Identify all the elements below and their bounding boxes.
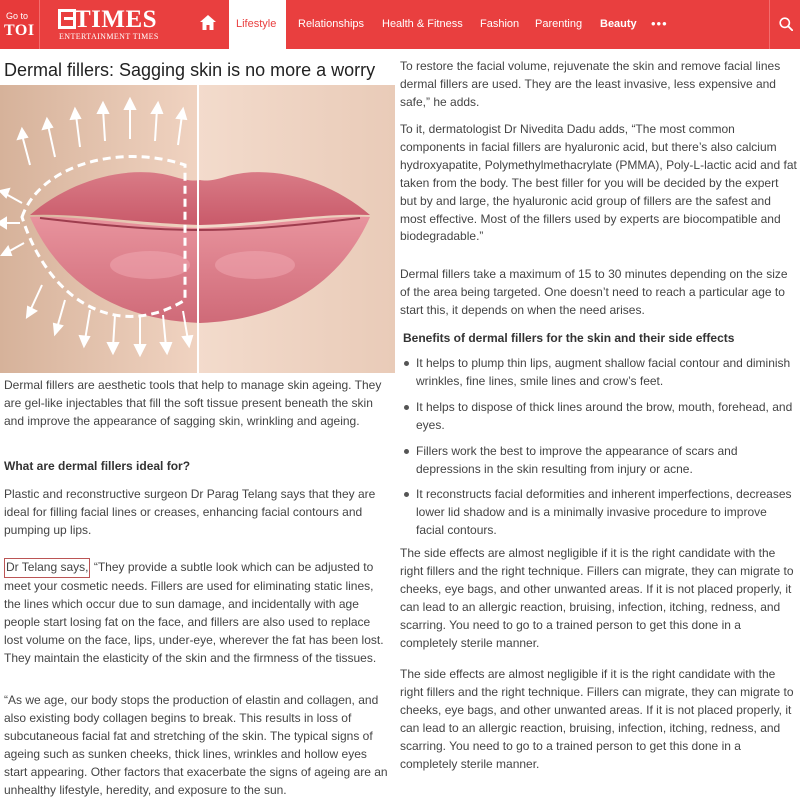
nav-item-beauty[interactable]: Beauty (600, 18, 637, 30)
nav-item-relationships[interactable]: Relationships (298, 18, 365, 30)
side-effects-paragraph-repeat: The side effects are almost negligible if it is the right candidate with the right fillers and the right technique. Fillers can migrate, they can migrate to cheeks, eye bags, and other unwanted areas. If it is not placed properly, it can lead to an allergic reaction, bruising, infection, itching, redness, and scarring. You need to go to a trained person to get this done in a completely sterile manner. (400, 667, 794, 771)
lips-before-after-image (0, 85, 395, 373)
go-to-toi-button[interactable] (0, 0, 40, 49)
plastic-surgeon-paragraph: Plastic and reconstructive surgeon Dr Parag Telang says that they are ideal for filling facial lines or creases, enhancing facial contours and pumping up lips. (4, 487, 376, 537)
dr-telang-link[interactable]: Dr Telang says, (4, 558, 90, 578)
list-item: It helps to plump thin lips, augment shallow facial contour and diminish wrinkles, fine lines, smile lines and crow’s feet. (400, 355, 798, 391)
nav-item-parenting[interactable]: Parenting (535, 18, 583, 30)
search-icon (779, 17, 793, 31)
home-button[interactable] (187, 0, 227, 49)
telang-quote-text: “They provide a subtle look which can be adjusted to meet your cosmetic needs. Fillers are used for eliminating static lines, the lines which occur due to sun damage, and incidentally with age people start losing fat on the face, and fillers are also used to replace lost volume on the face, lips, under-eye, wherever the fat has been lost. They maintain the elasticity of the skin and the firmness of the tissues. (4, 560, 384, 665)
logo-wordmark: TIMES (74, 6, 158, 33)
side-effects-paragraph: The side effects are almost negligible if it is the right candidate with the right fillers and the right technique. Fillers can migrate, they can migrate to cheeks, eye bags, and other unwanted areas. If it is not placed properly, it can lead to an allergic reaction, bruising, infection, itching, redness, and scarring. You need to go to a trained person to get this done in a completely sterile manner. (400, 546, 794, 650)
tab-lifestyle[interactable] (229, 0, 286, 49)
ageing-paragraph: “As we age, our body stops the production of elastin and collagen, and also existing body collagen begins to break. This results in loss of subcutaneous facial fat and stretching of the skin. The typical signs of ageing such as sunken cheeks, thick lines, wrinkles and hollow eyes start appearing. Other factors that exacerbate the signs of ageing are an unhealthy lifestyle, heredity, and exposure to the sun. (4, 693, 388, 797)
lips-illustration (0, 85, 395, 373)
nav-item-fashion[interactable]: Fashion (480, 18, 520, 30)
go-to-label: Go to (6, 11, 29, 21)
dadu-paragraph: To it, dermatologist Dr Nivedita Dadu adds, “The most common components in facial fillers are hyaluronic acid, but there’s also calcium hydroxyapatite, Polymethylmethacrylate (PMMA), Poly-L-lactic acid and fat taken from the body. The best filler for you will be decided by the expert but by and large, the hyaluronic acid group of fillers are the safest and most effective. Most of the fillers used by experts are biocompatible and biodegradable.” (400, 122, 797, 244)
duration-paragraph: Dermal fillers take a maximum of 15 to 30 minutes depending on the size of the area being targeted. One doesn’t need to reach a particular age to start this, it depends on when the need arises. (400, 267, 788, 317)
article-headline: Dermal fillers: Sagging skin is no more a worry (4, 60, 376, 80)
etimes-logo[interactable] (58, 7, 168, 43)
list-item: It helps to dispose of thick lines around the brow, mouth, forehead, and eyes. (400, 399, 798, 435)
search-button[interactable] (769, 0, 800, 49)
intro-paragraph: Dermal fillers are aesthetic tools that help to manage skin ageing. They are gel-like injectables that fill the soft tissue present beneath the skin and improve the appearance of sagging skin, wrinkling and ageing. (4, 378, 382, 428)
home-icon (200, 15, 216, 30)
list-item: It reconstructs facial deformities and inherent imperfections, decreases lower lid shadow and is a minimally invasive procedure to improve facial contours. (400, 486, 798, 540)
section-heading-benefits: Benefits of dermal fillers for the skin and their side effects (403, 331, 735, 345)
top-navigation-bar (0, 0, 800, 49)
logo-subtitle: ENTERTAINMENT TIMES (59, 32, 159, 41)
section-heading-ideal-for: What are dermal fillers ideal for? (4, 459, 191, 473)
telang-quote-paragraph (4, 558, 392, 667)
restore-paragraph: To restore the facial volume, rejuvenate the skin and remove facial lines dermal fillers are used. They are the least invasive, less expensive and safe,” he adds. (400, 59, 781, 109)
tab-lifestyle-label: Lifestyle (236, 18, 277, 30)
toi-label: TOI (4, 22, 35, 39)
more-menu-button[interactable]: ••• (651, 16, 668, 31)
benefits-list (400, 355, 798, 540)
nav-item-health-fitness[interactable]: Health & Fitness (382, 18, 463, 30)
list-item: Fillers work the best to improve the appearance of scars and depressions in the skin resulting from injury or acne. (400, 443, 798, 479)
